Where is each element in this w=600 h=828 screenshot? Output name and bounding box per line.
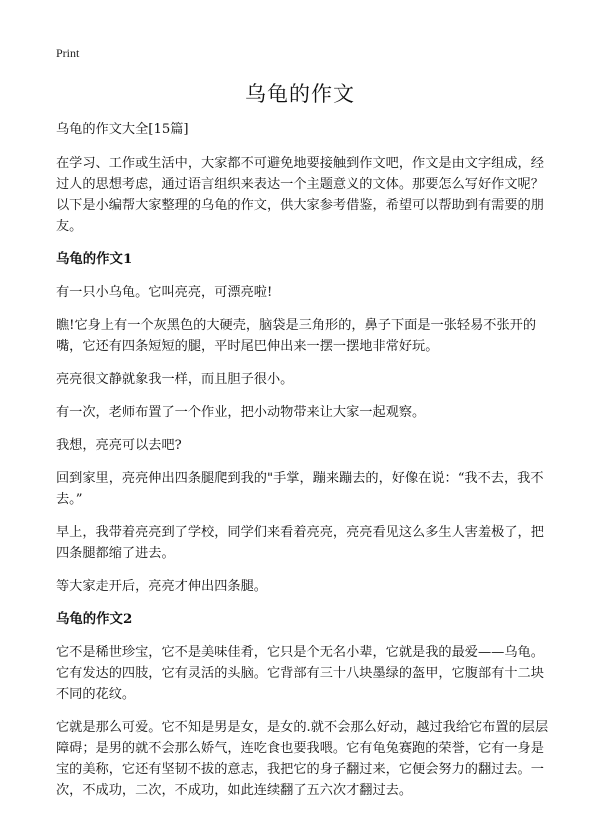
paragraph: 我想，亮亮可以去吧? bbox=[56, 438, 182, 453]
paragraph: 它就是那么可爱。它不知是男是女，是女的.就不会那么好动，越过我给它布置的层层障碍；是男的就不会那么娇气，连吃食也要我喂。它有龟兔赛跑的荣誉，它有一身是宝的美称，它还有坚韧不拔的意志，我把它的身子翻过来，它便会努力的翻过去。一次，不成功，二次，不成功，如此连续翻了五六次才翻过去。 bbox=[56, 720, 549, 798]
article-body bbox=[56, 119, 552, 813]
section-heading: 乌龟的作文1 bbox=[56, 251, 133, 267]
section-heading: 乌龟的作文2 bbox=[56, 611, 133, 627]
paragraph: 有一只小乌龟。它叫亮亮，可漂亮啦! bbox=[56, 285, 273, 300]
paragraph: 有一次，老师布置了一个作业，把小动物带来让大家一起观察。 bbox=[56, 405, 426, 420]
paragraph: 亮亮很文静就象我一样，而且胆子很小。 bbox=[56, 372, 294, 387]
article-subtitle: 乌龟的作文大全[15篇] bbox=[56, 122, 189, 137]
intro-paragraph: 在学习、工作或生活中，大家都不可避免地要接触到作文吧，作文是由文字组成，经过人的思想考虑，通过语言组织来表达一个主题意义的文体。那要怎么写好作文呢？以下是小编帮大家整理的乌龟的作文，供大家参考借鉴，希望可以帮助到有需要的朋友。 bbox=[56, 156, 544, 234]
paragraph: 回到家里，亮亮伸出四条腿爬到我的"手掌，蹦来蹦去的，好像在说：“我不去，我不去。” bbox=[56, 471, 544, 507]
page-title: 乌龟的作文 bbox=[245, 82, 355, 106]
paragraph: 等大家走开后，亮亮才伸出四条腿。 bbox=[56, 579, 267, 594]
paragraph: 早上，我带着亮亮到了学校，同学们来看着亮亮，亮亮看见这么多生人害羞极了，把四条腿都缩了进去。 bbox=[56, 525, 544, 561]
paragraph: 瞧!它身上有一个灰黑色的大硬壳，脑袋是三角形的，鼻子下面是一张轻易不张开的嘴，它还有四条短短的腿，平时尾巴伸出来一摆一摆地非常好玩。 bbox=[56, 318, 537, 354]
paragraph: 它不是稀世珍宝，它不是美味佳肴，它只是个无名小辈，它就是我的最爱——乌龟。它有发达的四肢，它有灵活的头脑。它背部有三十八块墨绿的盔甲，它腹部有十二块不同的花纹。 bbox=[56, 645, 544, 702]
print-link[interactable]: Print bbox=[56, 46, 80, 60]
